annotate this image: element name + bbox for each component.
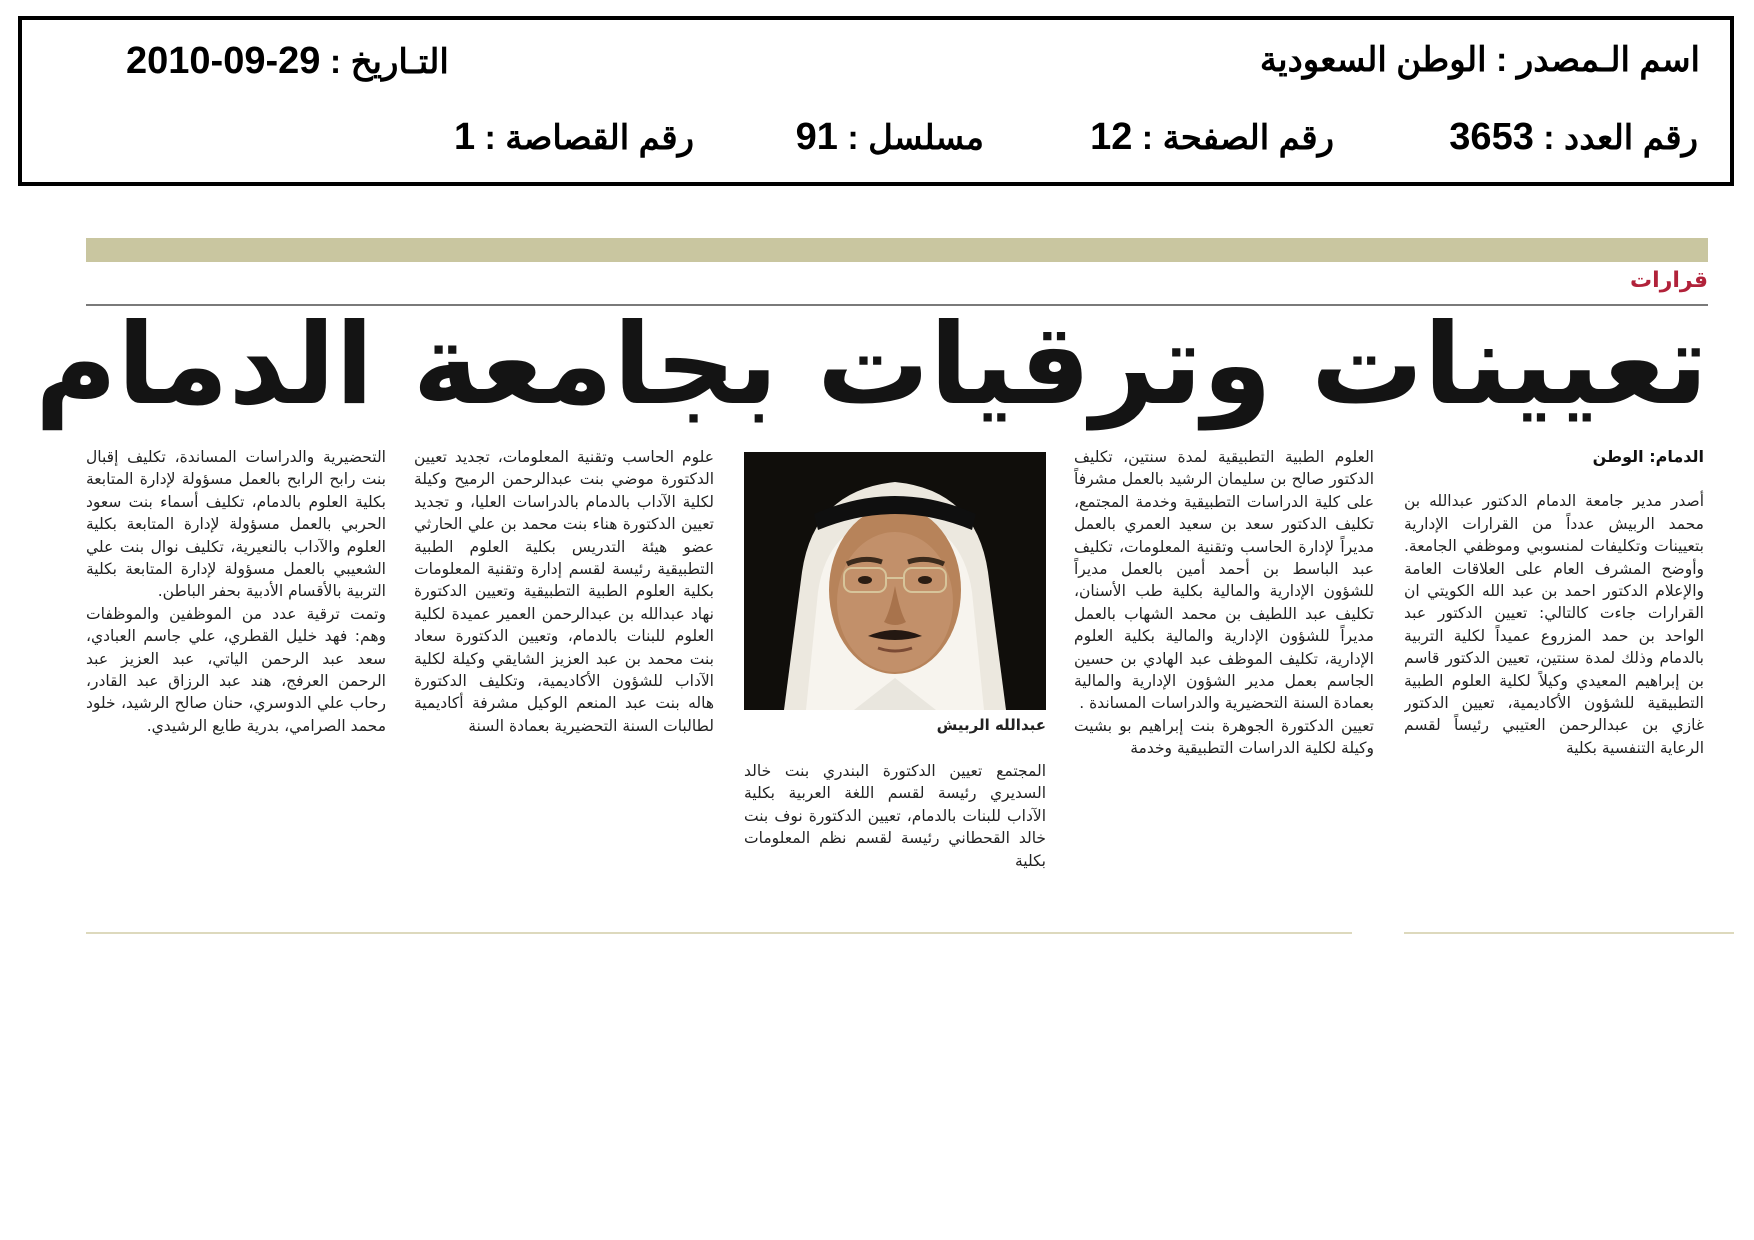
- article-column-5: [86, 446, 386, 896]
- clip-label: رقم القصاصة :: [475, 119, 694, 157]
- column-5-text-b: وتمت ترقية عدد من الموظفين والموظفات وهم: فهد خليل القطري، علي جاسم العبادي، سعد عبد الرحمن الياتي، عبد العزيز عبد الرحمن العرفج، هند عبد الرزاق عبد القادر، رحاب علي الدوسري، حنان صالح الرشيد، خلود محمد الصرامي، بدرية طايع الرشيدي.: [86, 604, 386, 735]
- issue-label: رقم العدد :: [1533, 119, 1698, 157]
- column-4-text: علوم الحاسب وتقنية المعلومات، تجديد تعيين الدكتورة موضي بنت عبدالرحمن الرميح وكيلة لكلية الآداب بالدمام بالدراسات العليا، و تجديد تعيين الدكتورة هناء بنت محمد بن علي الحارثي عضو هيئة التدريس بكلية العلوم الطبية التطبيقية رئيسة لقسم إدارة وتقنية المعلومات بكلية العلوم الطبية التطبيقية وتعيين الدكتورة نهاد عبدالله بن عبدالرحمن العمير عميدة لكلية العلوم للبنات بالدمام، وتعيين الدكتورة سعاد بنت محمد بن عبد العزيز الشايقي وكيلة لكلية الآداب للشؤون الأكاديمية، وتكليف الدكتورة هاله بنت عبد المنعم الوكيل مشرفة أكاديمية لطالبات السنة التحضيرية بعمادة السنة: [414, 448, 714, 735]
- column-5-text-a: التحضيرية والدراسات المساندة، تكليف إقبال بنت رابح الرابح بالعمل مسؤولة لإدارة المتابعة بكلية العلوم بالدمام، تكليف أسماء بنت سعود الحربي بالعمل مسؤولة لإدارة المتابعة بكلية العلوم والآداب بالنعيرية، تكليف نوال بنت علي الشعيبي بالعمل مسؤولة لإدارة المتابعة بكلية التربية بالأقسام الأدبية بحفر الباطن.: [86, 448, 386, 601]
- source-name: اسم الـمصدر : الوطن السعودية: [1259, 41, 1700, 79]
- date-label: التـاريخ :: [320, 43, 449, 81]
- clip-value: 1: [453, 116, 476, 158]
- article-column-3: [744, 760, 1046, 900]
- column-3-text: المجتمع تعيين الدكتورة البندري بنت خالد السديري رئيسة لقسم اللغة العربية بكلية الآداب للبنات بالدمام، تعيين الدكتورة نوف بنت خالد القحطاني رئيسة لقسم نظم المعلومات بكلية: [744, 762, 1046, 870]
- column-2-text-a: العلوم الطبية التطبيقية لمدة سنتين، تكليف الدكتور صالح بن سليمان الرشيد بالعمل مشرفاً على كلية الدراسات التطبيقية وخدمة المجتمع، تكليف الدكتور سعد بن سعيد العمري بالعمل مديراً لإدارة الحاسب وتقنية المعلومات، تكليف عبد الباسط بن أحمد أمين بالعمل مديراً للشؤون الإدارية والمالية بكلية طب الأسنان، تكليف عبد اللطيف بن محمد الشهاب بالعمل مديراً للشؤون الإدارية والمالية بكلية العلوم الإدارية، تكليف الموظف عبد الهادي بن حسين الجاسم بعمل مدير الشؤون الإدارية والمالية بعمادة السنة التحضيرية والدراسات المساندة .: [1074, 448, 1374, 713]
- article-column-1: [1404, 446, 1704, 896]
- page-value: 12: [1090, 116, 1133, 158]
- article-column-4: [414, 446, 714, 896]
- issue-number: [1449, 116, 1698, 159]
- photo-caption: عبدالله الربيش: [936, 716, 1046, 734]
- footer-rule-left: [86, 932, 1352, 934]
- article-headline: تعيينات وترقيات بجامعة الدمام: [35, 300, 1708, 430]
- page-number: [1090, 116, 1334, 159]
- article-photo: [744, 452, 1046, 710]
- footer-rule-right: [1404, 932, 1734, 934]
- article-column-2: [1074, 446, 1374, 896]
- article-byline: الدمام: الوطن: [1592, 447, 1704, 466]
- page-label: رقم الصفحة :: [1132, 119, 1334, 157]
- portrait-illustration: [744, 452, 1046, 710]
- serial-value: 91: [795, 116, 838, 158]
- section-band: [86, 238, 1708, 262]
- date-value: 2010-09-29: [126, 40, 321, 82]
- serial-label: مسلسل :: [837, 119, 984, 157]
- clip-number: [454, 116, 694, 159]
- column-2-text-b: تعيين الدكتورة الجوهرة بنت إبراهيم بو بشيت وكيلة لكلية الدراسات التطبيقية وخدمة: [1074, 716, 1374, 758]
- section-label: قرارات: [1630, 268, 1708, 293]
- serial-number: [796, 116, 984, 159]
- clip-date: [126, 40, 449, 83]
- issue-value: 3653: [1449, 116, 1534, 158]
- column-1-text: أصدر مدير جامعة الدمام الدكتور عبدالله بن محمد الربيش عدداً من القرارات الإدارية بتعيينات وتكليفات لمنسوبي وموظفي الجامعة. وأوضح المشرف العام على العلاقات العامة والإعلام الدكتور احمد بن عبد الله الكويتي ان القرارات جاءت كالتالي: تعيين الدكتور عبد الواحد بن حمد المزروع عميداً لكلية التربية بالدمام وذلك لمدة سنتين، تعيين الدكتور قاسم بن إبراهيم المعيدي وكيلاً لكلية العلوم الطبية التطبيقية للشؤون الأكاديمية، تعيين الدكتور غازي بن عبدالرحمن العتيبي رئيساً لقسم الرعاية التنفسية بكلية: [1404, 492, 1704, 757]
